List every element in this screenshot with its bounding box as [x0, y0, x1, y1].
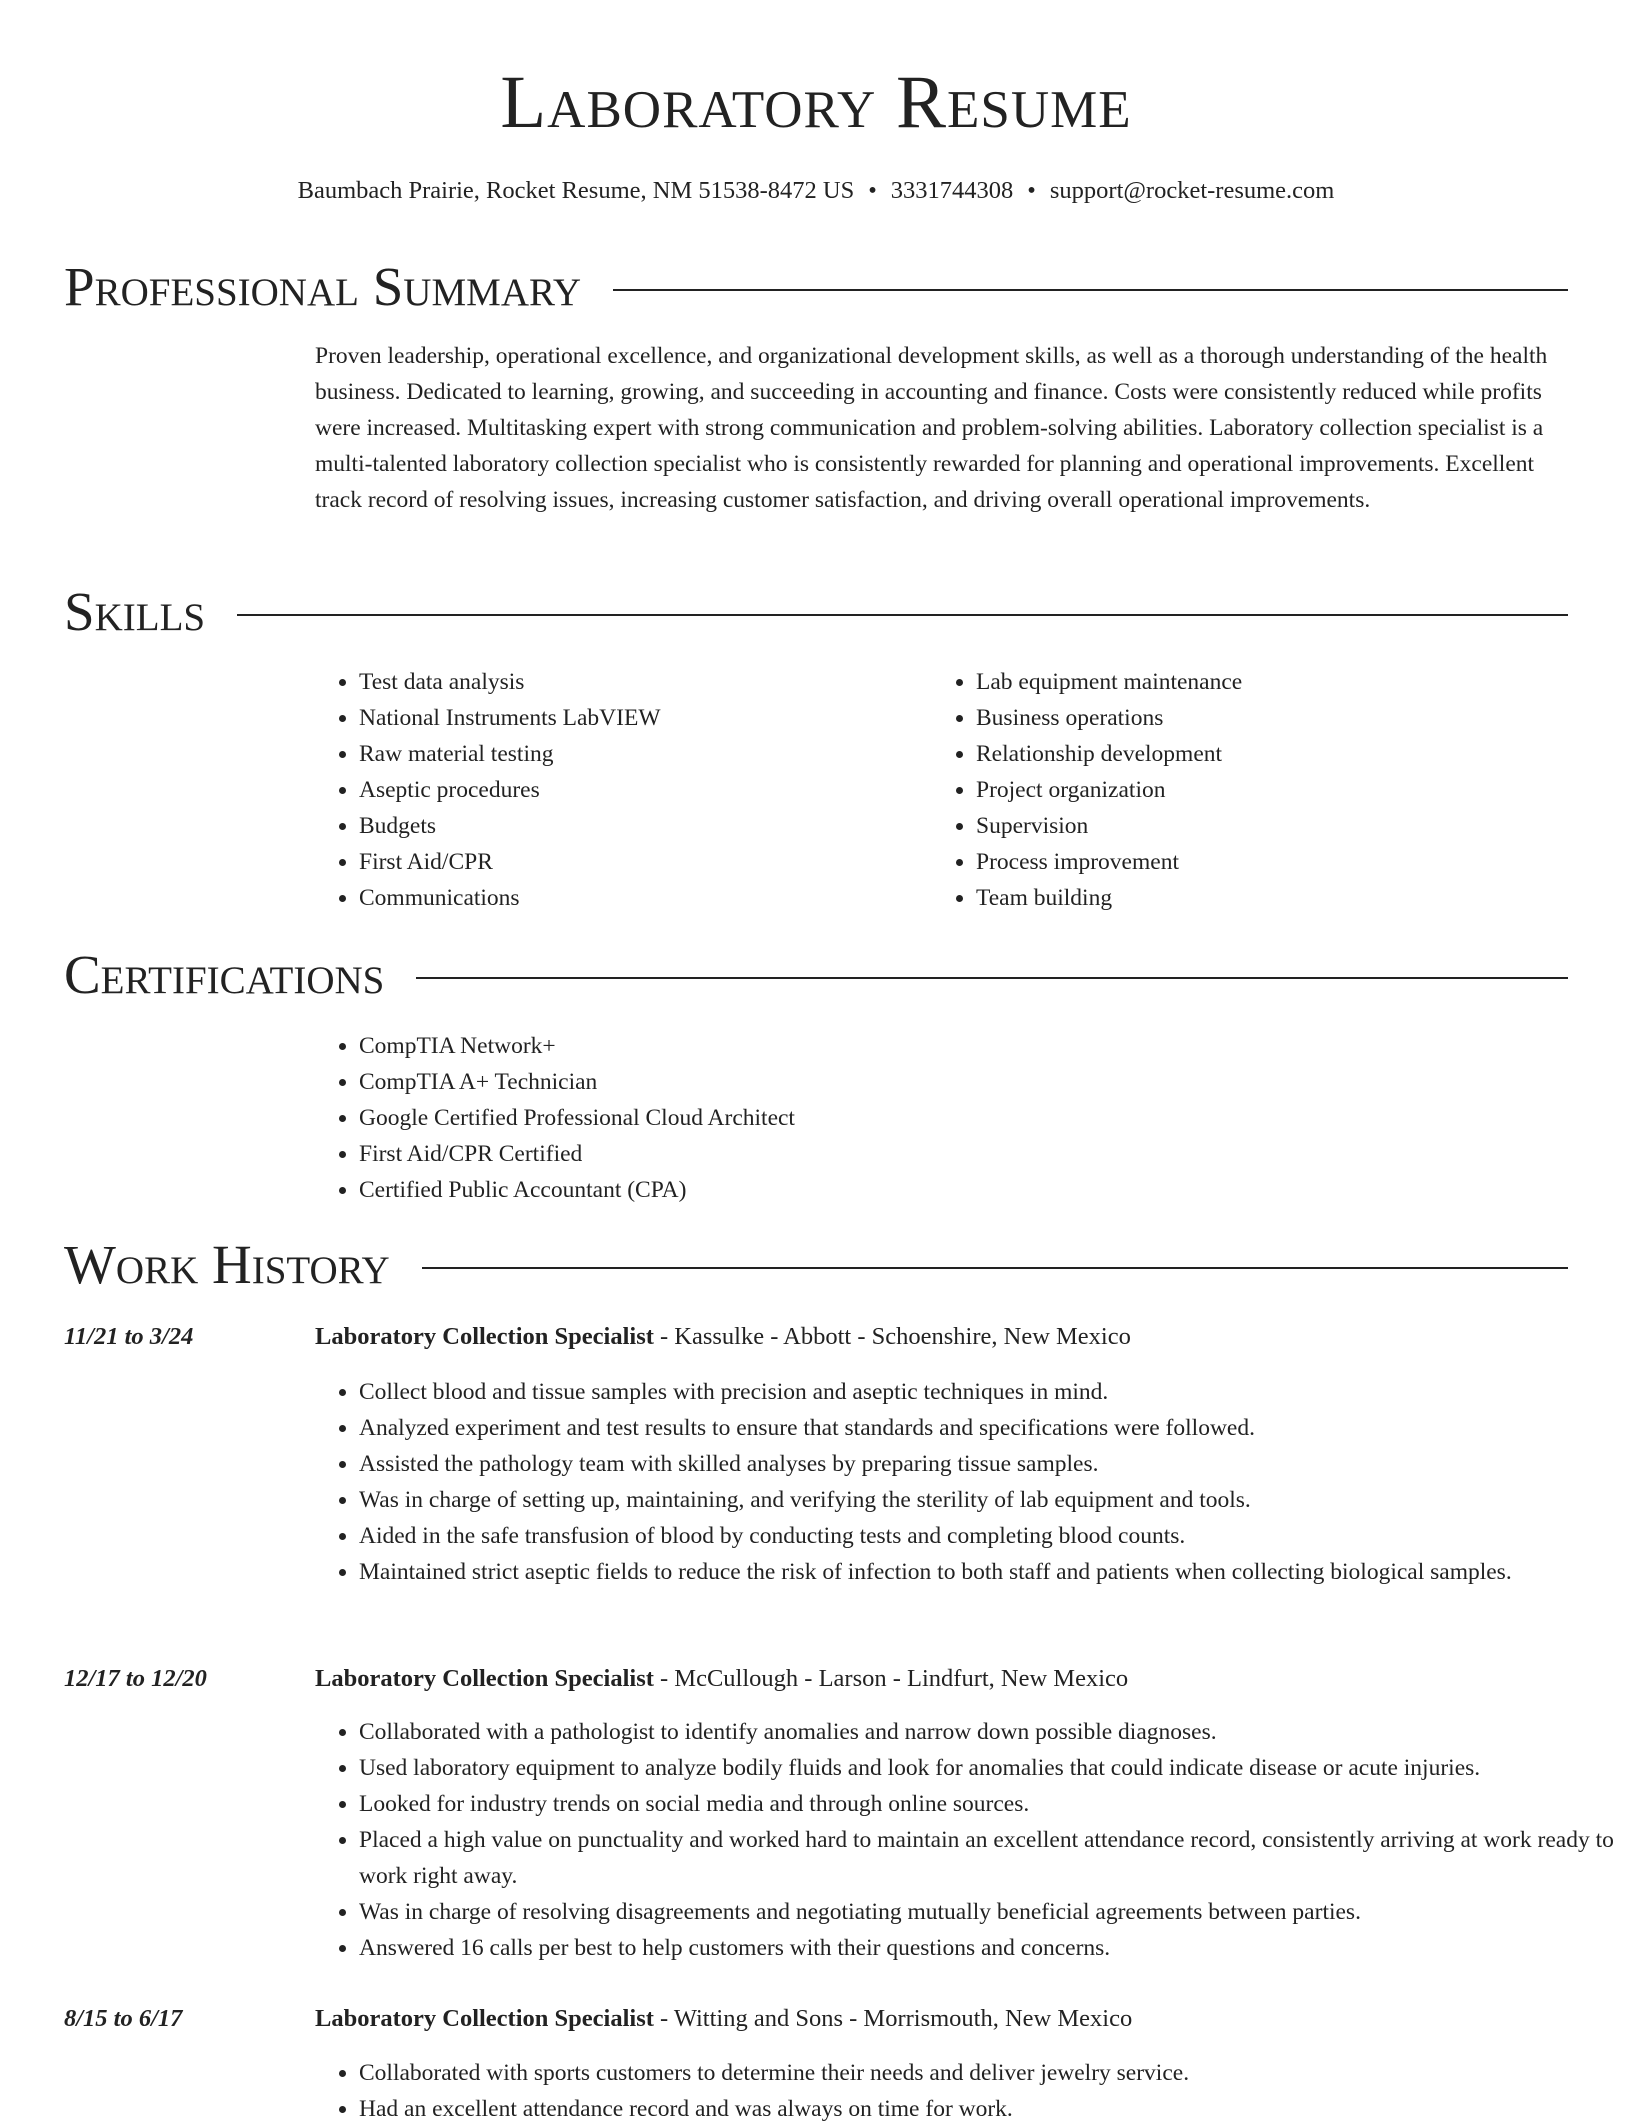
- skill-item: • Raw material testing: [359, 736, 919, 772]
- certification-item: • Google Certified Professional Cloud Architect: [359, 1100, 1559, 1136]
- job-bullets: [315, 1374, 1615, 1590]
- job-dates: 8/15 to 6/17: [64, 2005, 183, 2032]
- skill-item: • Process improvement: [976, 844, 1576, 880]
- job-title: Laboratory Collection Specialist: [315, 1323, 654, 1350]
- summary-section-header: [64, 255, 1568, 319]
- job-heading: [315, 1662, 1128, 1696]
- skills-section-header: [64, 580, 1568, 644]
- certification-item: • CompTIA Network+: [359, 1028, 1559, 1064]
- job-bullet: • Collaborated with a pathologist to identify anomalies and narrow down possible diagnoses.: [359, 1714, 1615, 1750]
- job-title: Laboratory Collection Specialist: [315, 1665, 654, 1692]
- job-employer: - Witting and Sons - Morrismouth, New Mexico: [653, 2005, 1133, 2032]
- job-bullet: • Maintained strict aseptic fields to reduce the risk of infection to both staff and patients when collecting biological samples.: [359, 1554, 1615, 1590]
- job-dates: 11/21 to 3/24: [64, 1323, 194, 1350]
- email-link[interactable]: support@rocket-resume.com: [1049, 177, 1335, 204]
- certification-item: • CompTIA A+ Technician: [359, 1064, 1559, 1100]
- resume-name: Laboratory Resume: [500, 61, 1132, 144]
- skill-item: • Business operations: [976, 700, 1576, 736]
- certifications-list: [315, 1028, 1559, 1208]
- job-bullet: • Analyzed experiment and test results to ensure that standards and specifications were followed.: [359, 1410, 1615, 1446]
- job-employer: - McCullough - Larson - Lindfurt, New Mexico: [653, 1665, 1129, 1692]
- job-bullet: • Was in charge of resolving disagreements and negotiating mutually beneficial agreements between parties.: [359, 1894, 1615, 1930]
- address: Baumbach Prairie, Rocket Resume, NM 51538-8472 US: [297, 177, 855, 204]
- job-bullet: • Used laboratory equipment to analyze bodily fluids and look for anomalies that could indicate disease or acute injuries.: [359, 1750, 1615, 1786]
- skill-item: • Project organization: [976, 772, 1576, 808]
- job-bullet: • Had an excellent attendance record and was always on time for work.: [359, 2091, 1615, 2127]
- skill-item: • Communications: [359, 880, 919, 916]
- job-bullet: • Collect blood and tissue samples with precision and aseptic techniques in mind.: [359, 1374, 1615, 1410]
- section-divider: [64, 614, 1568, 616]
- section-title-work-history: Work History: [64, 1233, 422, 1297]
- skill-item: • Relationship development: [976, 736, 1576, 772]
- job-bullet: • Looked for industry trends on social media and through online sources.: [359, 1786, 1615, 1822]
- contact-line: [0, 174, 1632, 208]
- job-bullets: [315, 1714, 1615, 1966]
- work-history-section-header: [64, 1233, 1568, 1297]
- job-heading: [315, 2002, 1132, 2036]
- skill-item: • Test data analysis: [359, 664, 919, 700]
- section-title-skills: Skills: [64, 580, 237, 644]
- job-bullet: • Collaborated with sports customers to determine their needs and deliver jewelry service.: [359, 2055, 1615, 2091]
- certification-item: • First Aid/CPR Certified: [359, 1136, 1559, 1172]
- section-title-summary: Professional Summary: [64, 255, 613, 319]
- job-bullets: [315, 2055, 1615, 2127]
- certification-item: • Certified Public Accountant (CPA): [359, 1172, 1559, 1208]
- skills-list-right: [932, 664, 1576, 916]
- job-bullet: • Placed a high value on punctuality and worked hard to maintain an excellent attendance record, consistently arriving at work ready to work right away.: [359, 1822, 1615, 1894]
- job-bullet: • Answered 16 calls per best to help customers with their questions and concerns.: [359, 1930, 1615, 1966]
- separator-dot: •: [1027, 177, 1036, 204]
- job-heading: [315, 1320, 1131, 1354]
- skill-item: • First Aid/CPR: [359, 844, 919, 880]
- skill-item: • Aseptic procedures: [359, 772, 919, 808]
- job-bullet: • Assisted the pathology team with skilled analyses by preparing tissue samples.: [359, 1446, 1615, 1482]
- separator-dot: •: [868, 177, 877, 204]
- job-title: Laboratory Collection Specialist: [315, 2005, 654, 2032]
- job-employer: - Kassulke - Abbott - Schoenshire, New Mexico: [653, 1323, 1131, 1350]
- summary-text: Proven leadership, operational excellence, and organizational development skills, as well as a thorough understanding of the health business. Dedicated to learning, growing, and succeeding in accounting and finance. Costs were consistently reduced while profits were increased. Multitasking expert with strong communication and problem-solving abilities. Laboratory collection specialist is a multi-talented laboratory collection specialist who is consistently rewarded for planning and operational improvements. Excellent track record of resolving issues, increasing customer satisfaction, and driving overall operational improvements.: [315, 343, 1548, 513]
- skill-item: • Team building: [976, 880, 1576, 916]
- skill-item: • Lab equipment maintenance: [976, 664, 1576, 700]
- job-dates: 12/17 to 12/20: [64, 1665, 207, 1692]
- skill-item: • Supervision: [976, 808, 1576, 844]
- skill-item: • National Instruments LabVIEW: [359, 700, 919, 736]
- skill-item: • Budgets: [359, 808, 919, 844]
- section-title-certifications: Certifications: [64, 943, 416, 1007]
- certifications-section-header: [64, 943, 1568, 1007]
- skills-list-left: [315, 664, 919, 916]
- phone: 3331744308: [890, 177, 1014, 204]
- job-bullet: • Was in charge of setting up, maintaining, and verifying the sterility of lab equipment and tools.: [359, 1482, 1615, 1518]
- job-bullet: • Aided in the safe transfusion of blood by conducting tests and completing blood counts.: [359, 1518, 1615, 1554]
